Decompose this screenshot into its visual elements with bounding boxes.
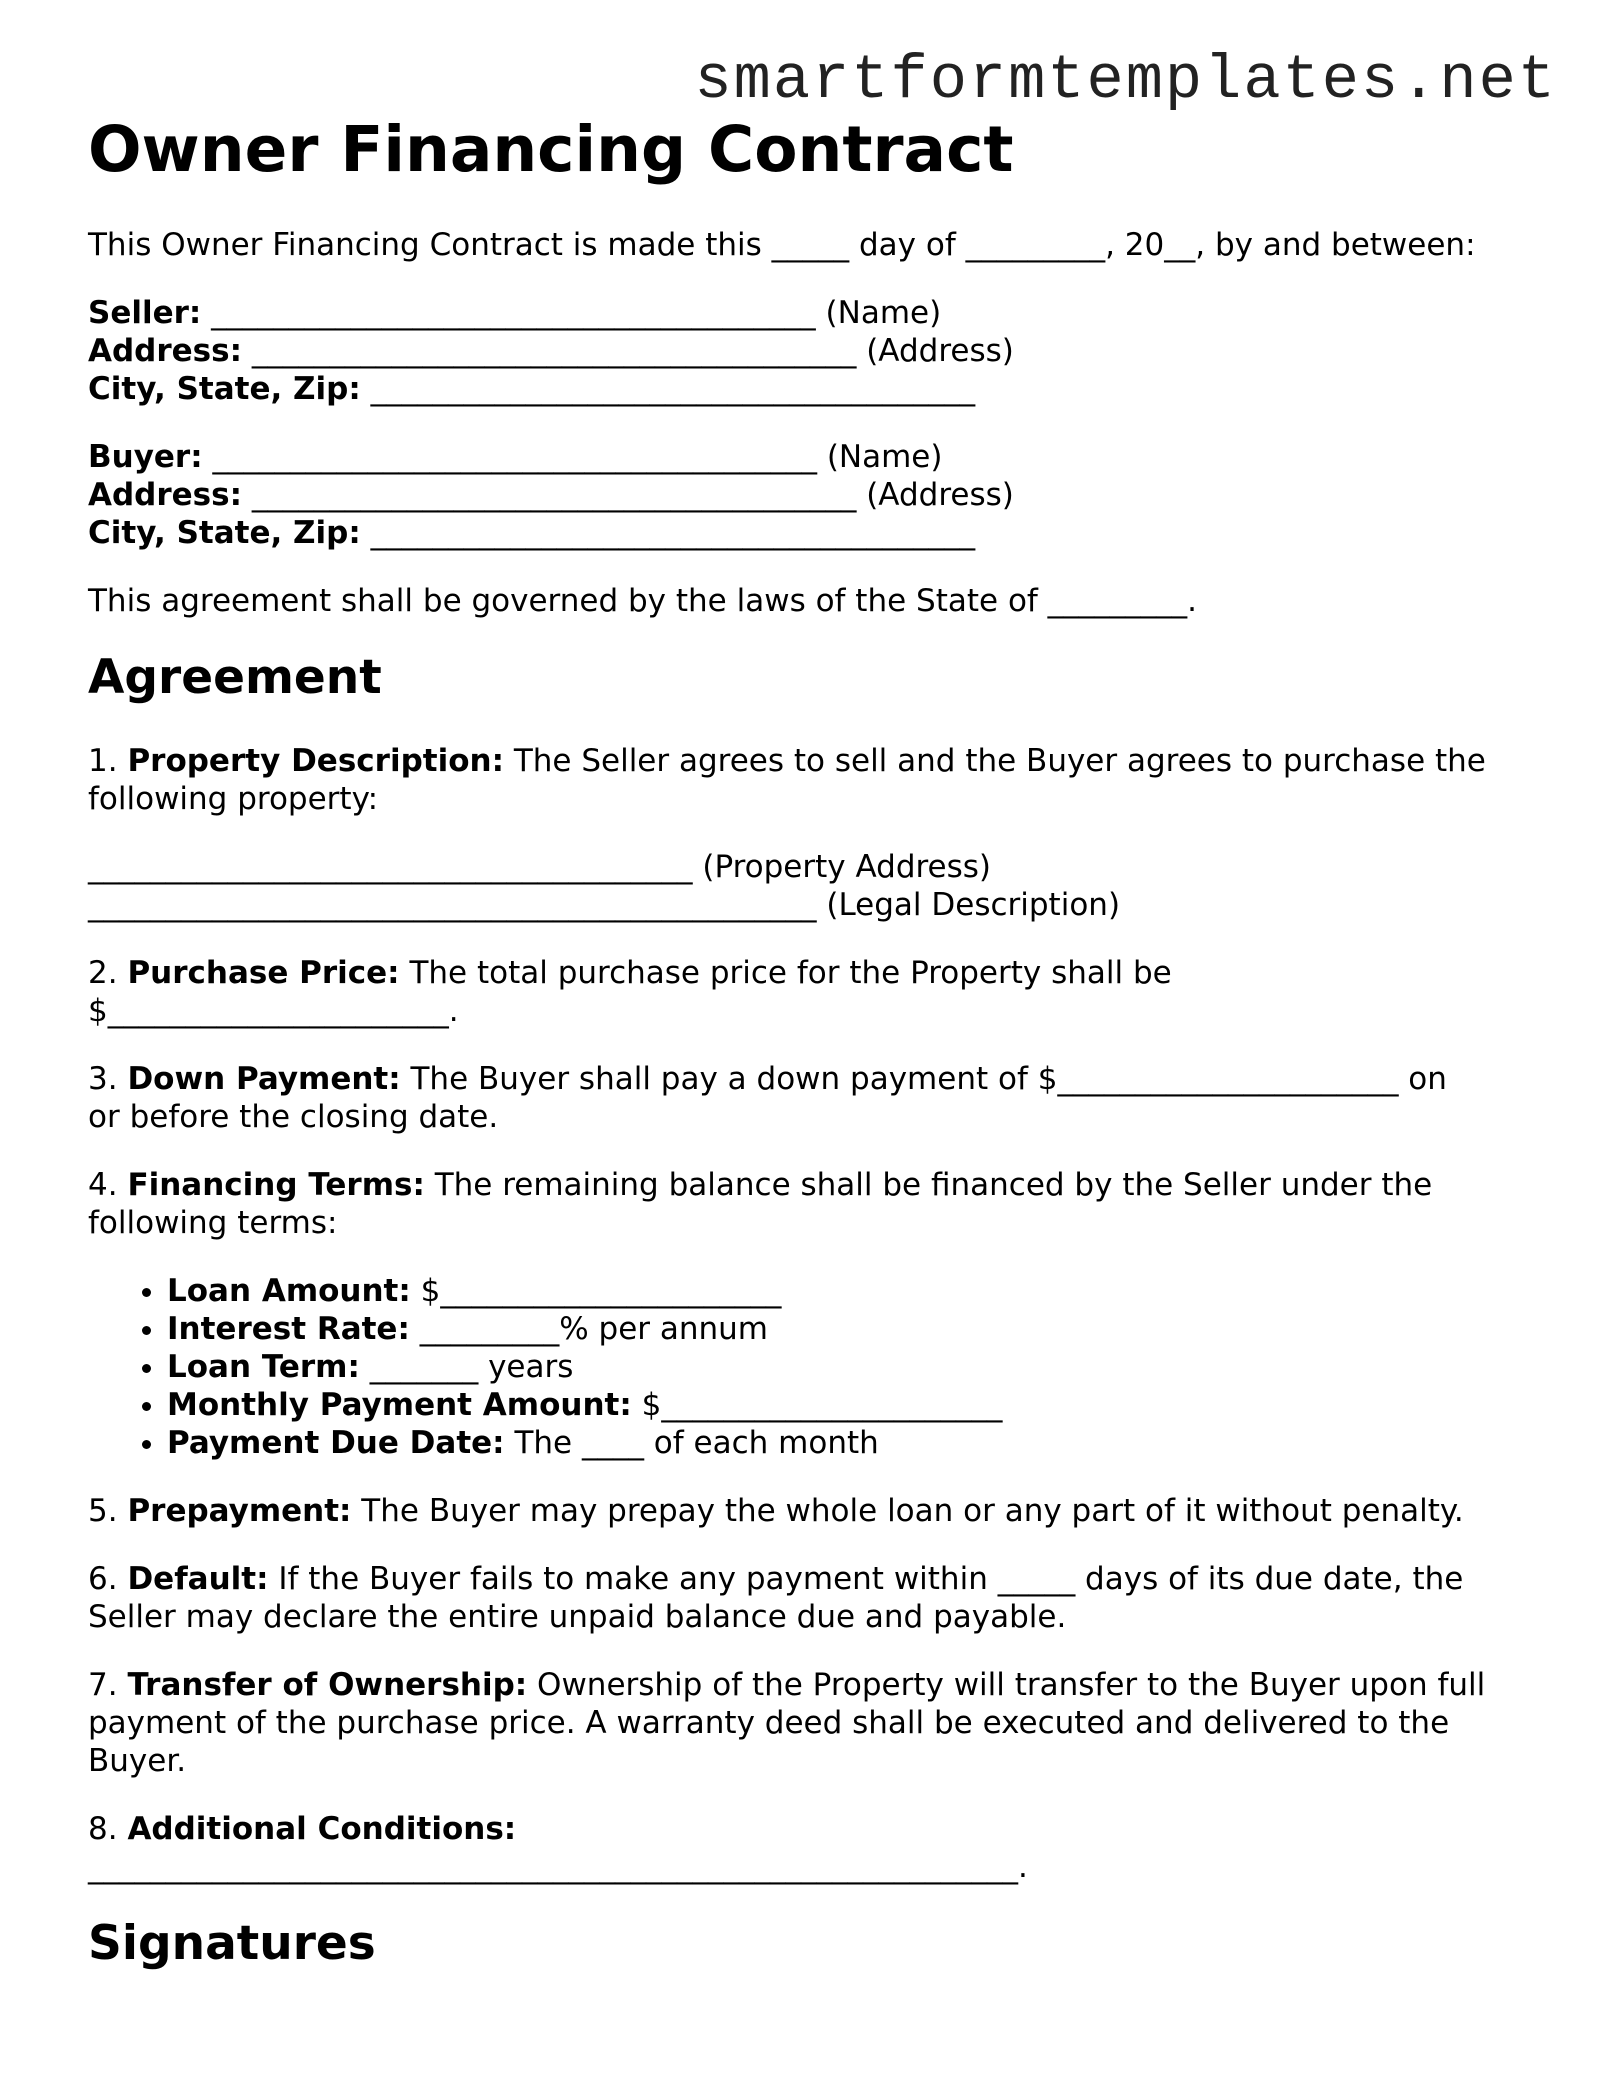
section-text: Buyer. [88, 1743, 187, 1779]
section-property-description [88, 742, 1538, 818]
term-label: Monthly Payment Amount: [167, 1387, 632, 1423]
section-additional-conditions [88, 1810, 1538, 1886]
section-prepayment [88, 1492, 1538, 1530]
seller-address-label: Address: [88, 333, 242, 369]
term-value: _________% per annum [409, 1311, 769, 1347]
term-value: $______________________ [631, 1387, 1003, 1423]
section-text: following terms: [88, 1205, 338, 1241]
section-financing-terms [88, 1166, 1538, 1242]
section-number: 5. [88, 1493, 128, 1529]
signatures-heading: Signatures [88, 1916, 376, 1971]
buyer-address-field: _______________________________________ (Address) [242, 477, 1014, 513]
seller-name-field: _______________________________________ (Name) [201, 295, 942, 331]
list-item [167, 1310, 1538, 1348]
term-label: Interest Rate: [167, 1311, 410, 1347]
purchase-price-field: $______________________. [88, 993, 459, 1029]
term-label: Loan Amount: [167, 1273, 411, 1309]
term-value: The ____ of each month [504, 1425, 879, 1461]
section-transfer-of-ownership [88, 1666, 1538, 1780]
section-label: Default: [127, 1561, 269, 1597]
buyer-block [88, 438, 1538, 552]
intro-paragraph: This Owner Financing Contract is made this _____ day of _________, 20__, by and between: [88, 227, 1476, 263]
section-label: Financing Terms: [127, 1167, 425, 1203]
term-value: _______ years [359, 1349, 574, 1385]
section-line [88, 742, 1538, 780]
section-down-payment [88, 1060, 1538, 1136]
seller-city-row [88, 370, 1538, 408]
section-text: payment of the purchase price. A warranty deed shall be executed and delivered to the [88, 1705, 1450, 1741]
section-label: Down Payment: [127, 1061, 401, 1097]
section-number: 7. [88, 1667, 128, 1703]
section-line [88, 1166, 1538, 1204]
document-page [88, 112, 1538, 2008]
property-fields [88, 848, 1538, 924]
property-address-field: _______________________________________ (Property Address) [88, 849, 992, 885]
section-text: Seller may declare the entire unpaid balance due and payable. [88, 1599, 1067, 1635]
section-label: Additional Conditions: [127, 1811, 517, 1847]
seller-address-row [88, 332, 1538, 370]
section-line [88, 1060, 1538, 1098]
buyer-city-row [88, 514, 1538, 552]
section-line [88, 1492, 1538, 1530]
buyer-city-label: City, State, Zip: [88, 515, 361, 551]
section-number: 1. [88, 743, 128, 779]
list-item [167, 1272, 1538, 1310]
buyer-city-field: _______________________________________ [360, 515, 976, 551]
section-text: or before the closing date. [88, 1099, 499, 1135]
section-default [88, 1560, 1538, 1636]
section-number: 3. [88, 1061, 128, 1097]
section-number: 4. [88, 1167, 128, 1203]
buyer-name-label: Buyer: [88, 439, 203, 475]
section-line [88, 1666, 1538, 1704]
buyer-name-row [88, 438, 1538, 476]
buyer-address-label: Address: [88, 477, 242, 513]
document-title: Owner Financing Contract [88, 113, 1014, 186]
section-text: The remaining balance shall be financed by the Seller under the [424, 1167, 1433, 1203]
section-line [88, 1560, 1538, 1598]
section-line [88, 1810, 1538, 1848]
section-label: Purchase Price: [127, 955, 400, 991]
section-text: If the Buyer fails to make any payment within _____ days of its due date, the [268, 1561, 1464, 1597]
section-line [88, 954, 1538, 992]
list-item [167, 1348, 1538, 1386]
seller-city-field: _______________________________________ [360, 371, 976, 407]
financing-terms-list [88, 1272, 1538, 1462]
buyer-name-field: _______________________________________ (Name) [202, 439, 943, 475]
section-label: Transfer of Ownership: [127, 1667, 528, 1703]
section-number: 8. [88, 1811, 128, 1847]
term-value: $______________________ [410, 1273, 782, 1309]
section-number: 6. [88, 1561, 128, 1597]
legal-description-field: _______________________________________________ (Legal Description) [88, 887, 1121, 923]
term-label: Payment Due Date: [167, 1425, 505, 1461]
buyer-address-row [88, 476, 1538, 514]
section-text: Ownership of the Property will transfer to the Buyer upon full [527, 1667, 1486, 1703]
seller-name-row [88, 294, 1538, 332]
section-text: The Buyer may prepay the whole loan or any part of it without penalty. [351, 1493, 1464, 1529]
section-label: Prepayment: [127, 1493, 352, 1529]
section-label: Property Description: [127, 743, 504, 779]
list-item [167, 1386, 1538, 1424]
section-text: The Buyer shall pay a down payment of $______________________ on [400, 1061, 1447, 1097]
section-number: 2. [88, 955, 128, 991]
list-item [167, 1424, 1538, 1462]
seller-address-field: _______________________________________ (Address) [242, 333, 1014, 369]
term-label: Loan Term: [167, 1349, 360, 1385]
section-purchase-price [88, 954, 1538, 1030]
seller-city-label: City, State, Zip: [88, 371, 361, 407]
seller-block [88, 294, 1538, 408]
section-text: The total purchase price for the Property shall be [399, 955, 1172, 991]
watermark: smartformtemplates.net [694, 45, 1557, 116]
seller-name-label: Seller: [88, 295, 202, 331]
governing-law-paragraph: This agreement shall be governed by the laws of the State of _________. [88, 583, 1198, 619]
section-text: The Seller agrees to sell and the Buyer agrees to purchase the [503, 743, 1486, 779]
section-text: following property: [88, 781, 379, 817]
agreement-heading: Agreement [88, 650, 382, 705]
additional-conditions-field: ____________________________________________________________. [88, 1849, 1028, 1885]
